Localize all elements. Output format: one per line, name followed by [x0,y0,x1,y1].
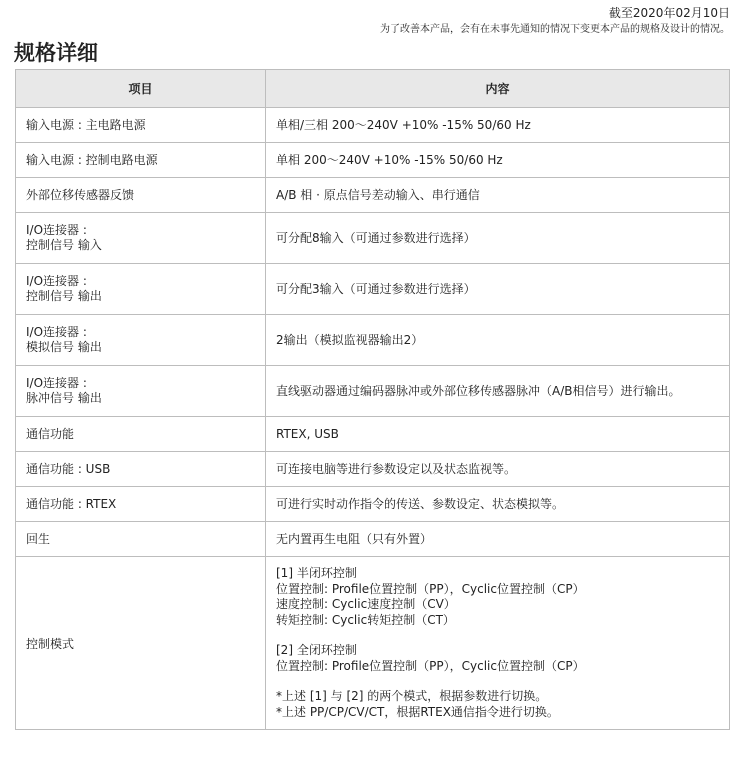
table-row [16,417,730,452]
table-row [16,108,730,143]
row-item: 外部位移传感器反馈 [16,178,266,213]
table-row [16,522,730,557]
row-content: 可进行实时动作指令的传送、参数设定、状态模拟等。 [266,487,730,522]
row-item: 控制模式 [16,557,266,730]
row-content: 单相 200～240V +10% -15% 50/60 Hz [266,143,730,178]
row-item: I/O连接器 : 脉冲信号 输出 [16,366,266,417]
row-content: 可分配8输入（可通过参数进行选择） [266,213,730,264]
control-mode-line: [1] 半闭环控制 [276,566,357,580]
control-mode-line: [2] 全闭环控制 [276,643,357,657]
spec-table [15,69,730,730]
control-mode-content [266,557,730,730]
row-item: 通信功能 : RTEX [16,487,266,522]
table-row [16,213,730,264]
row-item: I/O连接器 : 控制信号 输入 [16,213,266,264]
control-mode-line: 位置控制: Profile位置控制（PP），Cyclic位置控制（CP） [276,658,585,673]
row-item: 通信功能 [16,417,266,452]
disclaimer-note: 为了改善本产品，会有在未事先通知的情况下变更本产品的规格及设计的情况。 [380,24,730,35]
table-row [16,487,730,522]
table-row-control-mode [16,557,730,730]
column-header-content: 内容 [266,70,730,108]
row-item: 输入电源 : 控制电路电源 [16,143,266,178]
control-mode-line: 位置控制: Profile位置控制（PP），Cyclic位置控制（CP） [276,581,585,596]
control-mode-line: *上述 PP/CP/CV/CT，根据RTEX通信指令进行切换。 [276,704,559,719]
row-content: RTEX, USB [266,417,730,452]
control-mode-spacer [276,628,719,643]
page-title: 规格详细 [14,41,98,65]
row-content: 无内置再生电阻（只有外置） [266,522,730,557]
row-content: 2输出（模拟监视器输出2） [266,315,730,366]
row-item: I/O连接器 : 模拟信号 输出 [16,315,266,366]
control-mode-spacer [276,674,719,689]
row-content: 可连接电脑等进行参数设定以及状态监视等。 [266,452,730,487]
row-item: I/O连接器 : 控制信号 输出 [16,264,266,315]
control-mode-line: *上述 [1] 与 [2] 的两个模式，根据参数进行切换。 [276,689,548,703]
table-row [16,143,730,178]
row-item: 通信功能 : USB [16,452,266,487]
column-header-item: 项目 [16,70,266,108]
row-item: 输入电源 : 主电路电源 [16,108,266,143]
as-of-date: 截至2020年02月10日 [608,6,730,20]
table-header-row [16,70,730,108]
control-mode-line: 转矩控制: Cyclic转矩控制（CT） [276,612,455,627]
table-row [16,366,730,417]
table-row [16,264,730,315]
table-row [16,178,730,213]
row-content: 单相/三相 200～240V +10% -15% 50/60 Hz [266,108,730,143]
table-row [16,315,730,366]
control-mode-line: 速度控制: Cyclic速度控制（CV） [276,597,456,611]
row-content: 直线驱动器通过编码器脉冲或外部位移传感器脉冲（A/B相信号）进行输出。 [266,366,730,417]
row-item: 回生 [16,522,266,557]
row-content: A/B 相 · 原点信号差动输入、串行通信 [266,178,730,213]
row-content: 可分配3输入（可通过参数进行选择） [266,264,730,315]
table-row [16,452,730,487]
